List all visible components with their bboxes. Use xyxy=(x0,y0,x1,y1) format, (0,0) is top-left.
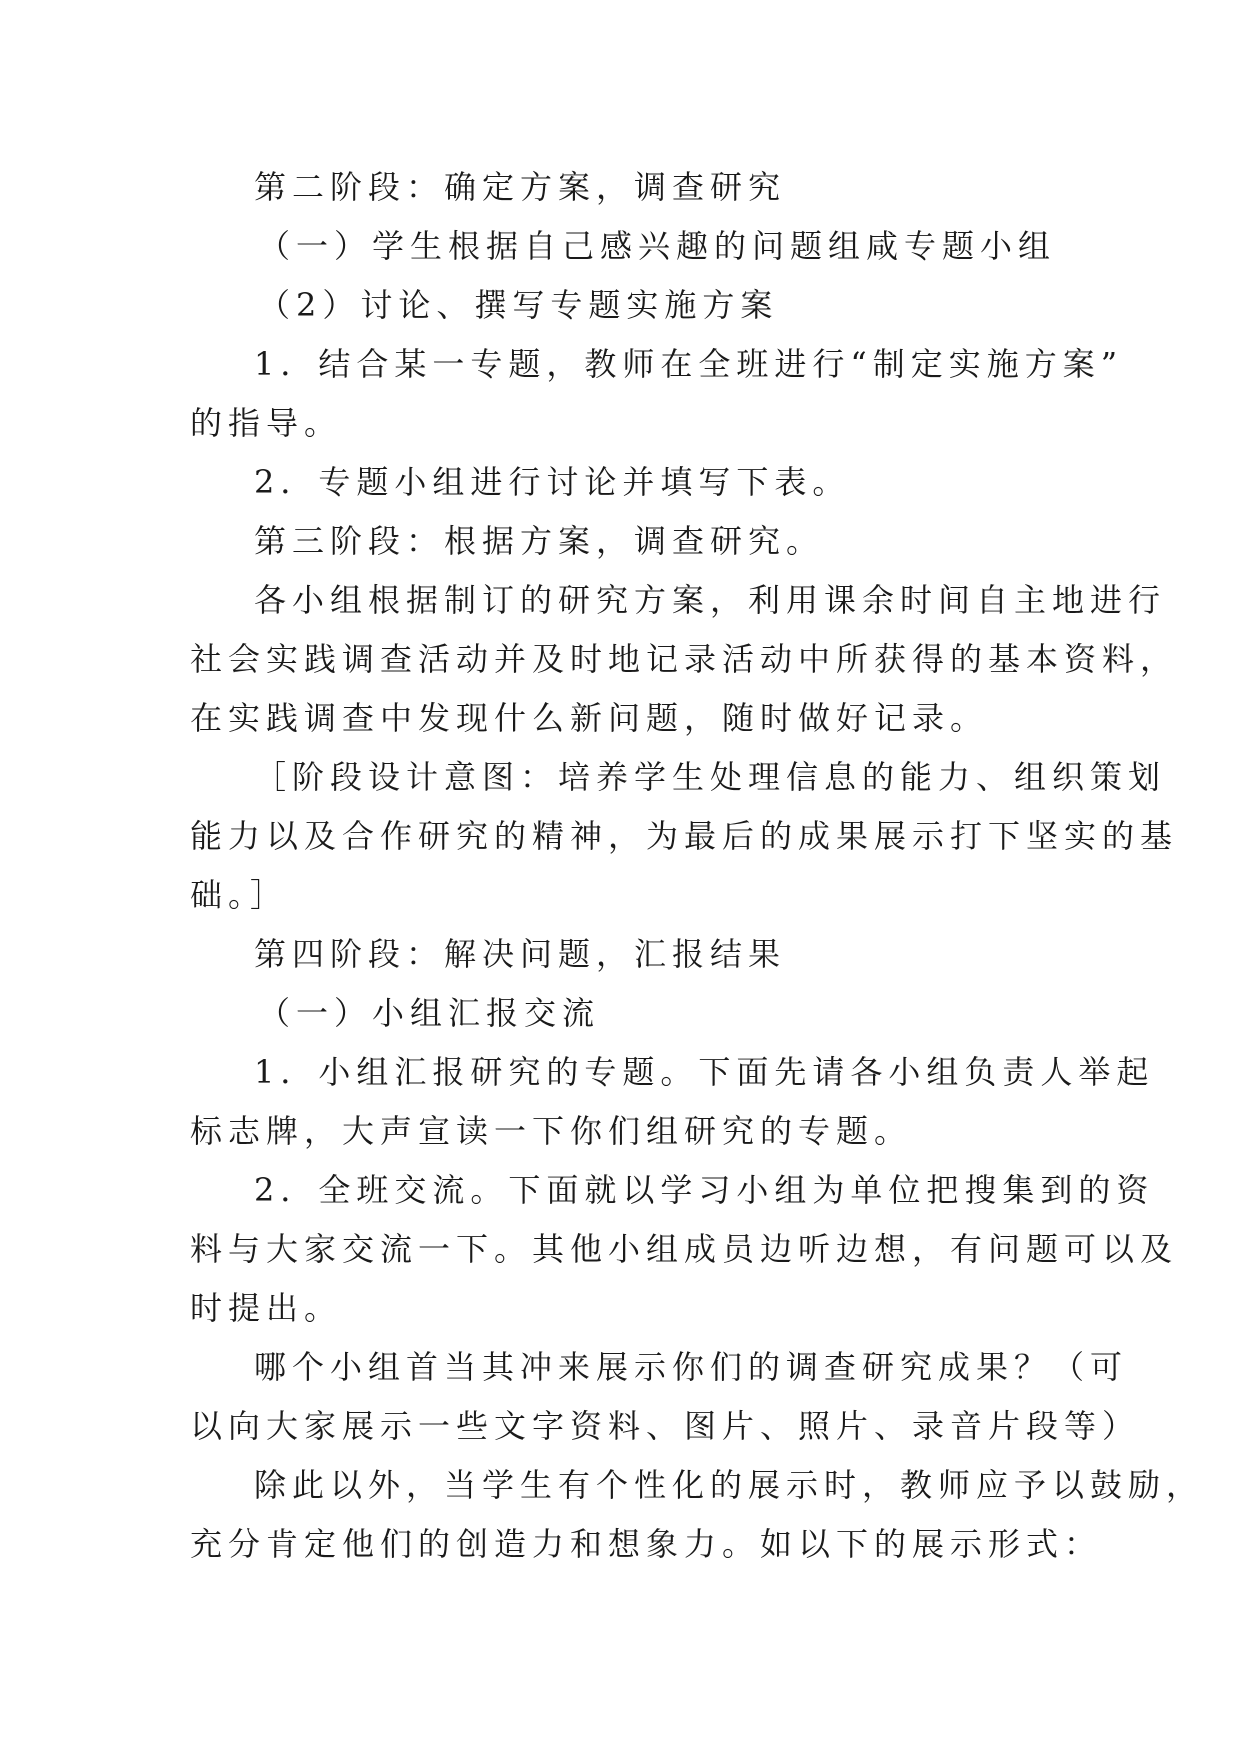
item-report-topic xyxy=(190,1043,1155,1161)
line: 时提出。 xyxy=(190,1289,343,1327)
line: （一）小组汇报交流 xyxy=(258,994,601,1032)
line: 第四阶段：解决问题，汇报结果 xyxy=(254,935,787,973)
body-groups-research xyxy=(190,571,1179,748)
body-which-group xyxy=(190,1338,1141,1456)
line: （2）讨论、撰写专题实施方案 xyxy=(258,286,779,324)
line: 2．全班交流。下面就以学习小组为单位把搜集到的资 xyxy=(254,1171,1155,1209)
item-group-fill-table xyxy=(190,453,1060,512)
subheading-form-groups xyxy=(190,217,1060,276)
line: 除此以外，当学生有个性化的展示时，教师应予以鼓励， xyxy=(254,1466,1205,1504)
line: 料与大家交流一下。其他小组成员边听边想，有问题可以及 xyxy=(190,1230,1179,1268)
line: 第二阶段：确定方案，调查研究 xyxy=(254,168,787,206)
subheading-discuss-plan xyxy=(190,276,1060,335)
heading-stage-four xyxy=(190,925,1060,984)
line: 充分肯定他们的创造力和想象力。如以下的展示形式： xyxy=(190,1525,1103,1563)
line: 2．专题小组进行讨论并填写下表。 xyxy=(254,463,851,501)
line: 第三阶段：根据方案，调查研究。 xyxy=(254,522,825,560)
line: 1．小组汇报研究的专题。下面先请各小组负责人举起 xyxy=(254,1053,1155,1091)
item-class-exchange xyxy=(190,1161,1179,1338)
line: 础。］ xyxy=(190,876,289,914)
line: 以向大家展示一些文字资料、图片、照片、录音片段等） xyxy=(190,1407,1141,1445)
heading-stage-two xyxy=(190,158,1060,217)
line: 标志牌，大声宣读一下你们组研究的专题。 xyxy=(190,1112,913,1150)
heading-stage-three xyxy=(190,512,1060,571)
note-design-intent xyxy=(190,748,1179,925)
document-page xyxy=(190,158,1205,1574)
line: 在实践调查中发现什么新问题，随时做好记录。 xyxy=(190,699,989,737)
line: （一）学生根据自己感兴趣的问题组咸专题小组 xyxy=(258,227,1057,265)
line: 的指导。 xyxy=(190,404,343,442)
subheading-group-report xyxy=(190,984,1060,1043)
line: 哪个小组首当其冲来展示你们的调查研究成果？（可 xyxy=(254,1348,1129,1386)
line: 社会实践调查活动并及时地记录活动中所获得的基本资料， xyxy=(190,640,1179,678)
line: 能力以及合作研究的精神，为最后的成果展示打下坚实的基 xyxy=(190,817,1179,855)
item-plan-guidance xyxy=(190,335,1124,453)
body-encourage xyxy=(190,1456,1205,1574)
line: ［阶段设计意图：培养学生处理信息的能力、组织策划 xyxy=(254,758,1167,796)
line: 1．结合某一专题，教师在全班进行“制定实施方案” xyxy=(254,345,1124,383)
line: 各小组根据制订的研究方案，利用课余时间自主地进行 xyxy=(254,581,1167,619)
